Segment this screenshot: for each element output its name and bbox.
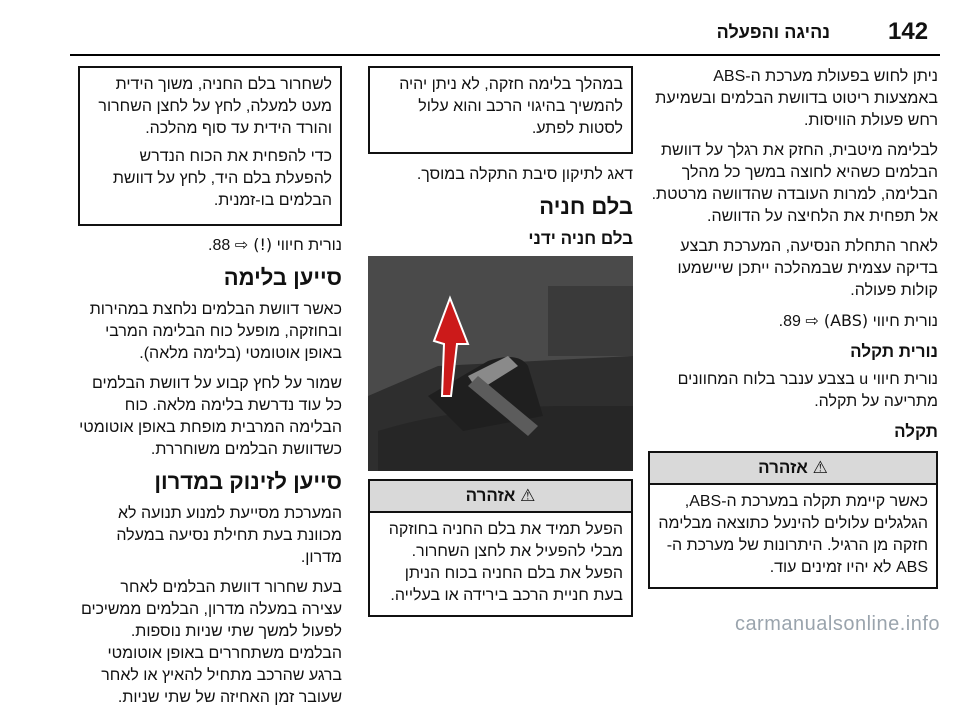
warning-text: כאשר קיימת תקלה במערכת ה-ABS, הגלגלים עלולים להינעל כתוצאה מבלימה חזקה מן הרגיל. היתרונות של מערכת ה-ABS לא יהיו זמינים עוד. <box>658 493 928 576</box>
force-reduce-text: כדי להפחית את הכוח הנדרש להפעלת בלם היד, לחץ על דוושת הבלמים בו-זמנית. <box>112 148 332 209</box>
right-column <box>648 66 938 589</box>
page-title: נהיגה והפעלה <box>716 22 830 42</box>
abs-continued-box <box>368 66 633 154</box>
warning-triangle-icon: ⚠ <box>520 486 536 505</box>
parking-brake-heading: בלם חניה <box>539 194 633 219</box>
brake-assist-text-1: כאשר דוושת הבלמים נלחצת במהירות ובחוזקה, מופעל כוח הבלימה המרבי באופן אוטומטי (בלימה מלאה). <box>89 301 342 362</box>
abs-fault-warning-box <box>648 451 938 589</box>
hand-brake-heading: בלם חניה ידני <box>528 229 633 248</box>
hill-start-text-1: המערכת מסייעת למנוע תנועה לא מכוונת בעת תחילת נסיעה במעלה מדרון. <box>116 505 342 566</box>
handbrake-illustration <box>368 256 633 471</box>
abs-feel-text: ניתן לחוש בפעולת מערכת ה-ABS באמצעות ריטוט בדוושת הבלמים ובשמיעת רחש פעולת הוויסות. <box>655 68 938 129</box>
warning-header <box>370 481 631 513</box>
brake-warning-icon: (!) ⇨ <box>234 235 273 254</box>
brake-assist-heading: סייען בלימה <box>223 265 342 290</box>
handbrake-photo <box>368 256 633 471</box>
hill-start-text-2: בעת שחרור דוושת הבלמים לאחר עצירה במעלה מדרון, הבלמים ממשיכים לפעול למשך שתי שניות נוספות. הבלמים משתחררים באופן אוטומטי ברגע שהרכב מתחיל להאיץ או לאחר שעובר זמן האחיזה של שתי שניות. <box>80 579 342 706</box>
warning-text: הפעל תמיד את בלם החניה בחוזקה מבלי להפעיל את לחצן השחרור. הפעל את בלם החניה בכוח הניתן בעת חניית הרכב בירידה או בעלייה. <box>388 521 623 604</box>
reference-page: 89 <box>783 313 801 330</box>
warning-light-heading: נורית תקלה <box>850 342 938 361</box>
abs-reference[interactable]: נורית חיווי (ABS) ⇨ 89. <box>778 311 938 330</box>
brake-reference[interactable]: נורית חיווי (!) ⇨ 88. <box>208 235 342 254</box>
abs-warning-icon: (ABS) ⇨ <box>805 311 869 330</box>
dealer-text: דאג לתיקון סיבת התקלה במוסך. <box>416 166 633 183</box>
release-text: לשחרור בלם החניה, משוך הידית מעט למעלה, לחץ על לחצן השחרור והורד הידית עד סוף מהלכה. <box>98 76 332 137</box>
release-instructions-box <box>78 66 342 226</box>
warning-title: אזהרה <box>465 486 516 505</box>
fault-heading: תקלה <box>894 422 938 441</box>
warning-header <box>650 453 936 485</box>
hill-start-heading: סייען לזינוק במדרון <box>154 469 342 494</box>
watermark: carmanualsonline.info <box>734 613 940 635</box>
left-column <box>78 66 342 717</box>
reference-page: 88 <box>212 237 231 254</box>
parking-warning-box <box>368 479 633 617</box>
page-number: 142 <box>888 18 929 45</box>
abs-brake-text: לבלימה מיטבית, החזק את רגלך על דוושת הבלמים כשהיא לחוצה במשך כל מהלך הבלימה, למרות העובדה שהדוושה מרטטת. אל תפחית את הלחיצה על הדוושה. <box>651 142 938 225</box>
steering-warning-text: במהלך בלימה חזקה, לא ניתן יהיה להמשיך בהיגוי הרכב והוא עלול לסטות לפתע. <box>399 76 623 137</box>
brake-assist-text-2: שמור על לחץ קבוע על דוושת הבלמים כל עוד נדרשת בלימה מלאה. כוח הבלימה המרבית מופחת באופן אוטומטי כשדוושת הבלמים משוחררת. <box>79 375 342 458</box>
warning-light-text: נורית חיווי u בצבע ענבר בלוח המחוונים מתריעה על תקלה. <box>677 371 938 410</box>
warning-title: אזהרה <box>758 458 808 477</box>
abs-selftest-text: לאחר התחלת הנסיעה, המערכת תבצע בדיקה עצמית שבמהלכה ייתכן שיישמעו קולות פעולה. <box>677 238 938 299</box>
reference-label: נורית חיווי <box>872 313 938 330</box>
middle-column <box>368 66 633 617</box>
header-rule <box>70 54 940 56</box>
reference-label: נורית חיווי <box>276 237 342 254</box>
warning-triangle-icon: ⚠ <box>812 458 828 477</box>
